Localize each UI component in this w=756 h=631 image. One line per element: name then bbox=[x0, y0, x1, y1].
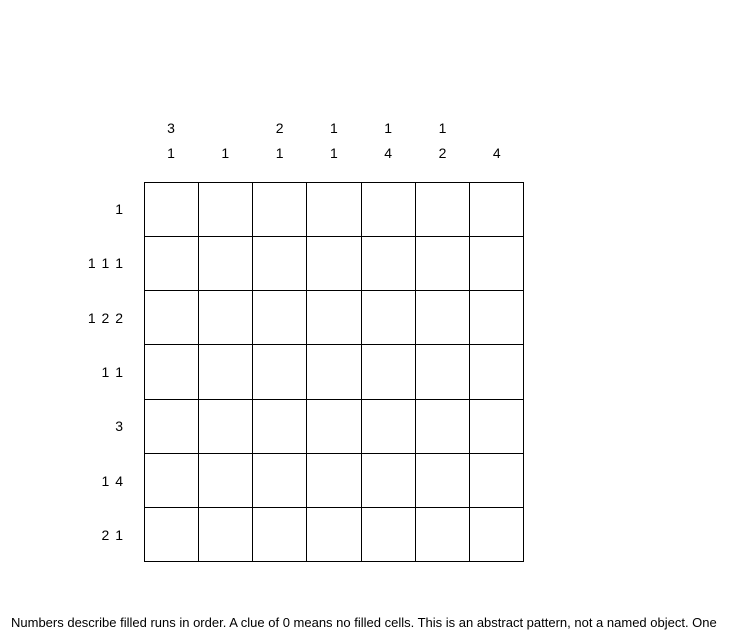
column-clue-number: 4 bbox=[384, 145, 393, 161]
column-clue-number: 4 bbox=[492, 145, 501, 161]
grid-cell[interactable] bbox=[362, 183, 416, 237]
row-clue: 1 bbox=[115, 201, 124, 218]
grid-cell[interactable] bbox=[362, 508, 416, 562]
grid-cell[interactable] bbox=[307, 454, 361, 508]
column-clue-number: 1 bbox=[384, 120, 393, 136]
column-clue-number: 1 bbox=[221, 145, 230, 161]
grid-cell[interactable] bbox=[145, 400, 199, 454]
grid-cell[interactable] bbox=[199, 400, 253, 454]
grid-cell[interactable] bbox=[145, 345, 199, 399]
grid-cell[interactable] bbox=[199, 454, 253, 508]
grid-cell[interactable] bbox=[253, 508, 307, 562]
grid-cell[interactable] bbox=[253, 237, 307, 291]
grid-cell[interactable] bbox=[307, 508, 361, 562]
column-clue-number: 1 bbox=[167, 145, 175, 161]
grid-cell[interactable] bbox=[416, 454, 470, 508]
column-clue-number: 3 bbox=[167, 120, 175, 136]
grid-cell[interactable] bbox=[199, 237, 253, 291]
grid-cell[interactable] bbox=[470, 508, 524, 562]
column-clue-number: 1 bbox=[275, 145, 284, 161]
grid-cell[interactable] bbox=[145, 291, 199, 345]
grid-cell[interactable] bbox=[307, 183, 361, 237]
column-clue-number: 1 bbox=[329, 120, 338, 136]
grid-cell[interactable] bbox=[199, 183, 253, 237]
row-clue: 1 1 1 bbox=[87, 255, 124, 272]
grid-cell[interactable] bbox=[416, 345, 470, 399]
grid-cell[interactable] bbox=[145, 508, 199, 562]
column-clue-number: 2 bbox=[438, 145, 447, 161]
grid-cell[interactable] bbox=[416, 237, 470, 291]
grid-cell[interactable] bbox=[145, 237, 199, 291]
column-clue-number: 2 bbox=[275, 120, 284, 136]
grid-cell[interactable] bbox=[416, 508, 470, 562]
grid-cell[interactable] bbox=[199, 291, 253, 345]
grid-cell[interactable] bbox=[199, 508, 253, 562]
grid-cell[interactable] bbox=[145, 454, 199, 508]
grid-cell[interactable] bbox=[253, 454, 307, 508]
row-clue: 2 1 bbox=[101, 526, 124, 543]
grid-cell[interactable] bbox=[307, 345, 361, 399]
grid-cell[interactable] bbox=[199, 345, 253, 399]
grid-cell[interactable] bbox=[470, 237, 524, 291]
grid-cell[interactable] bbox=[416, 400, 470, 454]
instructions-text: Numbers describe filled runs in order. A clue of 0 means no filled cells. This is an abstract pattern, not a named object. One bbox=[11, 615, 717, 630]
grid-cell[interactable] bbox=[470, 400, 524, 454]
grid-cell[interactable] bbox=[470, 345, 524, 399]
grid-cell[interactable] bbox=[362, 345, 416, 399]
grid-cell[interactable] bbox=[253, 183, 307, 237]
row-clue: 3 bbox=[115, 418, 124, 435]
row-clue: 1 1 bbox=[101, 364, 124, 381]
grid-cell[interactable] bbox=[470, 183, 524, 237]
grid-cell[interactable] bbox=[307, 400, 361, 454]
grid-cell[interactable] bbox=[416, 291, 470, 345]
column-clue-number: 1 bbox=[329, 145, 338, 161]
nonogram-grid bbox=[144, 182, 524, 562]
grid-cell[interactable] bbox=[470, 454, 524, 508]
grid-cell[interactable] bbox=[362, 454, 416, 508]
grid-cell[interactable] bbox=[145, 183, 199, 237]
row-clue: 1 2 2 bbox=[87, 309, 124, 326]
grid-cell[interactable] bbox=[362, 400, 416, 454]
grid-cell[interactable] bbox=[307, 237, 361, 291]
grid-cell[interactable] bbox=[253, 291, 307, 345]
grid-cell[interactable] bbox=[362, 291, 416, 345]
grid-cell[interactable] bbox=[253, 400, 307, 454]
grid-cell[interactable] bbox=[253, 345, 307, 399]
grid-cell[interactable] bbox=[362, 237, 416, 291]
grid-cell[interactable] bbox=[307, 291, 361, 345]
row-clue: 1 4 bbox=[101, 472, 124, 489]
grid-cell[interactable] bbox=[470, 291, 524, 345]
column-clue-number: 1 bbox=[438, 120, 447, 136]
grid-cell[interactable] bbox=[416, 183, 470, 237]
